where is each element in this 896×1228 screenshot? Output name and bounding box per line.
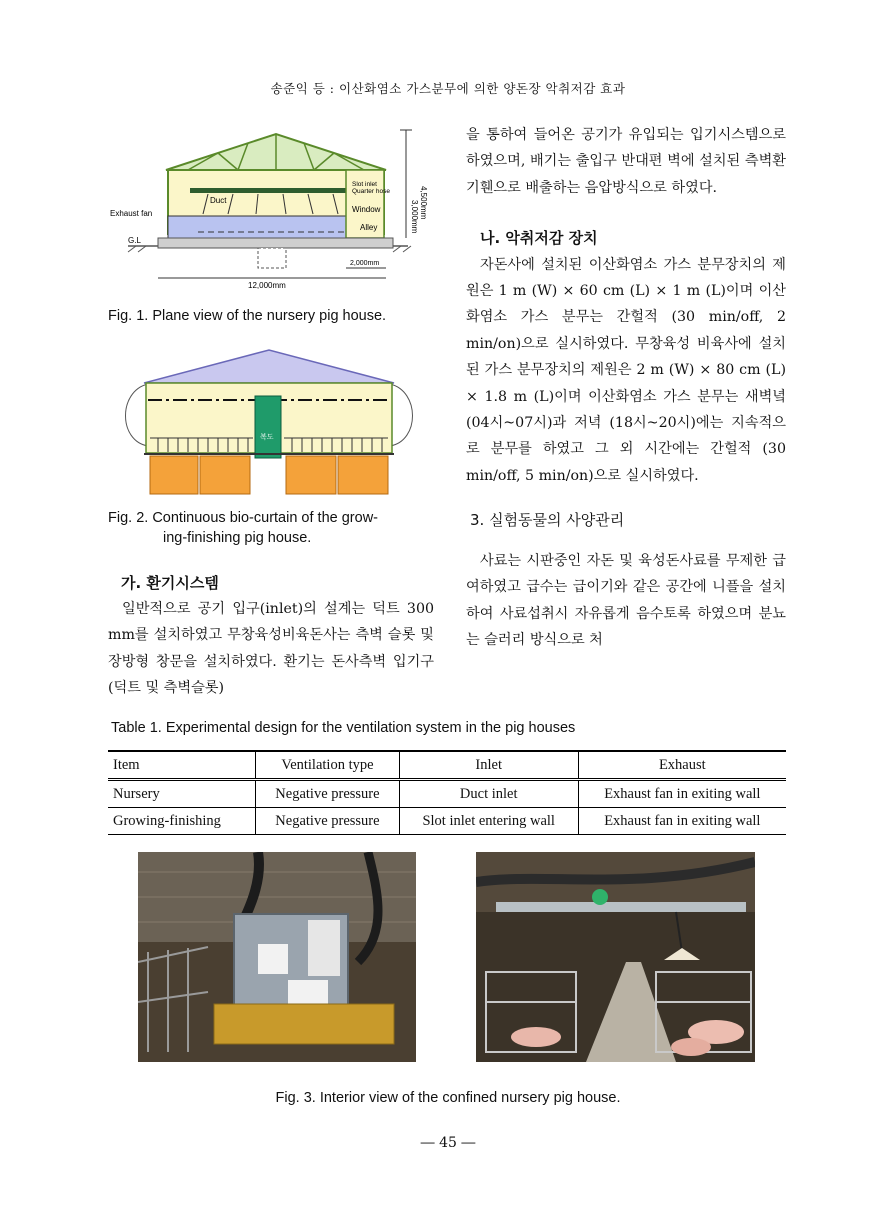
table1-header-ventilation-type: Ventilation type (256, 751, 400, 780)
table1-caption: Table 1. Experimental design for the ventilation system in the pig houses (111, 720, 576, 736)
fig1-label-width-alley: 2,000mm (350, 260, 380, 267)
fig2-caption-line1: Fig. 2. Continuous bio-curtain of the grow- (108, 510, 378, 526)
table-row (108, 780, 786, 808)
fig1-caption: Fig. 1. Plane view of the nursery pig house. (108, 308, 387, 324)
right-paragraph-3: 사료는 시판중인 자돈 및 육성돈사료를 무제한 급여하였고 급수는 급이기와 같은 공간에 니플을 설치하여 사료섭취시 자유롭게 음수토록 하였으며 분뇨는 슬러리 방식으로 처 (466, 552, 786, 648)
fig1-label-alley: Alley (360, 223, 378, 232)
table1-header-row (108, 751, 786, 780)
table1-cell: Nursery (108, 780, 256, 808)
table1-header-item: Item (108, 751, 256, 780)
heading-animal-management: 3. 실험동물의 사양관리 (470, 511, 625, 530)
fig1-label-height-wall: 3,000mm (410, 200, 419, 234)
table1-cell: Slot inlet entering wall (399, 808, 578, 835)
fig1-label-exhaust-fan: Exhaust fan (110, 209, 153, 218)
table1-header-inlet: Inlet (399, 751, 578, 780)
table1-cell: Negative pressure (256, 808, 400, 835)
fig2-label-alley: 복도 (260, 433, 274, 441)
fig1-label-height-total: 4,500mm (419, 186, 428, 220)
fig2-caption (108, 508, 438, 548)
table1 (108, 750, 786, 835)
table-row (108, 808, 786, 835)
fig1-label-slot-inlet: Slot inlet (352, 181, 377, 188)
running-header: 송준익 등 : 이산화염소 가스분무에 의한 양돈장 악취저감 효과 (270, 81, 626, 96)
fig1-label-width-main: 12,000mm (248, 281, 286, 290)
heading-ventilation-system: 가. 환기시스템 (121, 574, 219, 592)
fig1-diagram (108, 128, 428, 298)
fig2-diagram (108, 346, 438, 501)
table1-cell: Growing-finishing (108, 808, 256, 835)
fig3-photo-right (476, 852, 755, 1062)
fig3-photo-left (138, 852, 416, 1062)
table1-cell: Duct inlet (399, 780, 578, 808)
fig3-caption: Fig. 3. Interior view of the confined nursery pig house. (275, 1090, 621, 1106)
right-paragraph-2: 자돈사에 설치된 이산화염소 가스 분무장치의 제원은 1 m (W) × 60 cm (L) × 1 m (L)이며 이산화염소 가스 분무는 간헐적 (30 min/off, 2 min/on)으로 실시하였다. 무창육성 비육사에 설치된 가스 분무장치의 제원은 2 m (W) × 80 cm (L) × 1.8 m (L)이며 이산화염소 가스 분무는 새벽녘 (04시~07시)과 저녁 (18시~20시)에는 지속적으로 분무를 하였고 그 외 시간에는 간헐적 (30 min/off, 5 min/on)으로 실시하였다. (466, 256, 786, 484)
right-paragraph-1: 을 통하여 들어온 공기가 유입되는 입기시스템으로 하였으며, 배기는 출입구 반대편 벽에 설치된 측벽환기휀으로 배출하는 음압방식으로 하였다. (466, 127, 786, 196)
left-paragraph (108, 596, 434, 702)
table1-cell: Negative pressure (256, 780, 400, 808)
page-number: ― 45 ― (420, 1135, 476, 1151)
fig1-label-quarter-hose: Quarter hose (352, 188, 390, 195)
heading-odor-reduction: 나. 악취저감 장치 (480, 229, 598, 248)
fig1-label-duct: Duct (210, 196, 227, 205)
left-paragraph-text: 일반적으로 공기 입구(inlet)의 설계는 덕트 300 mm를 설치하였고 무창육성비육돈사는 측벽 슬롯 및 장방형 창문을 설치하였다. 환기는 돈사측벽 입기구(덕트 및 측벽슬롯) (108, 601, 434, 697)
fig1-label-window: Window (352, 205, 381, 214)
table1-cell: Exhaust fan in exiting wall (578, 780, 786, 808)
right-column (466, 122, 786, 653)
fig2-caption-line2: ing-finishing pig house. (163, 530, 312, 546)
table1-header-exhaust: Exhaust (578, 751, 786, 780)
fig1-label-gl: G.L (128, 236, 141, 245)
table1-cell: Exhaust fan in exiting wall (578, 808, 786, 835)
